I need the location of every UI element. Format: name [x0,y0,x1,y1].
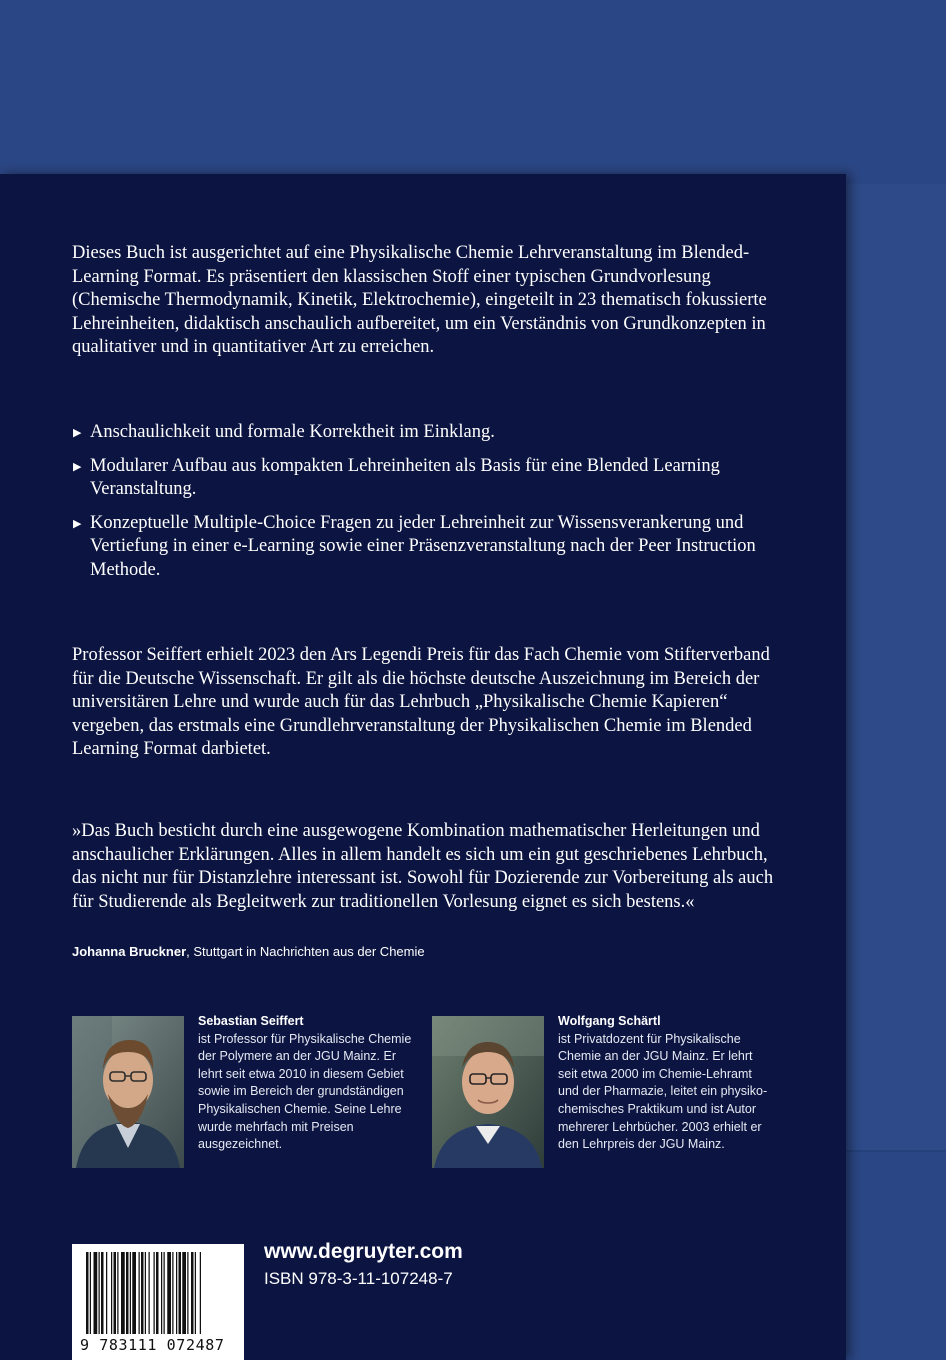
barcode-bar [145,1252,146,1334]
background-spine-panel [846,184,946,1152]
isbn-number: ISBN 978-3-11-107248-7 [264,1269,453,1288]
feature-list [72,421,772,592]
feature-item [72,455,772,502]
barcode-bar [182,1252,186,1334]
intro-paragraph: Dieses Buch ist ausgerichtet auf eine Physikalische Chemie Lehrveranstaltung im Blended-Learning Format. Es präsentiert den klassischen Stoff einer typischen Grundvorlesung (Chemische Thermodynamik, Kinetik, Elektrochemie), eingeteilt in 23 thematisch fokussierte Lehreinheiten, didaktisch anschaulich aufbereitet, um ein Verständnis von Grundkonzepten in qualitativer und in quantitativer Art zu erreichen. [72,243,767,357]
barcode-bar [195,1252,196,1334]
barcode-bar [99,1252,100,1334]
barcode-bars [72,1244,244,1340]
barcode-bar [111,1252,112,1334]
barcode-bar [117,1252,118,1334]
barcode-bar [86,1252,89,1334]
bullet-triangle-icon: ▶ [73,517,82,530]
author-bio-seiffert [198,1013,414,1154]
barcode-bar [154,1252,155,1334]
author-bio-schaertl [558,1013,774,1154]
award-paragraph: Professor Seiffert erhielt 2023 den Ars Legendi Preis für das Fach Chemie vom Stifterverband für die Deutsche Wissenschaft. Er gilt als die höchste deutsche Auszeichnung im Bereich der universitären Lehre und wurde auch für das Lehrbuch „Physikalische Chemie Kapieren“ vergeben, das erstmals eine Grundlehrveranstaltung der Physikalischen Chemie im Blended Learning Format darbietet. [72,645,770,759]
publisher-website-link[interactable]: www.degruyter.com [264,1240,463,1263]
barcode-bar [176,1252,177,1334]
barcode-bar [200,1252,201,1334]
author-bio-text: ist Professor für Physikalische Chemie der Polymere an der JGU Mainz. Er lehrt seit etwa 2010 in diesem Gebiet sowie im Bereich der grundständigen Physikalischen Chemie. Seine Lehre wurde mehrfach mit Preisen ausgezeichnet. [198,1031,412,1152]
barcode-bar [141,1252,144,1334]
book-back-cover [0,174,846,1360]
author-card-schaertl [432,1016,792,1176]
barcode-bar [94,1252,98,1334]
barcode-bar [149,1252,150,1334]
feature-item [72,512,772,583]
isbn-barcode [72,1244,244,1360]
feature-item [72,421,772,445]
barcode-bar [167,1252,171,1334]
author-name-schaertl: Wolfgang Schärtl [558,1014,661,1028]
barcode-bar [139,1252,140,1334]
author-photo-seiffert [72,1016,184,1168]
review-publication: , Stuttgart in Nachrichten aus der Chemie [186,944,425,959]
review-quote: »Das Buch besticht durch eine ausgewogene Kombination mathematischer Herleitungen und anschaulicher Erklärungen. Alles in allem handelt es sich um ein gut geschriebenes Lehrbuch, das nicht nur für Distanzlehre interessant ist. Sowohl für Dozierende zur Vorbereitung als auch für Studierende als Begleitwerk zur traditionellen Vorlesung eignet es sich bestens.« [72,821,774,912]
review-author: Johanna Bruckner [72,944,187,959]
barcode-bar [130,1252,131,1334]
author-bio-text: ist Privatdozent für Physikalische Chemie an der JGU Mainz. Er lehrt seit etwa 2000 im Chemie-Lehramt und der Pharmazie, leitet ein physiko-chemisches Praktikum und ist Autor mehrerer Lehrbücher. 2003 erhielt er den Lehrpreis der JGU Mainz. [558,1031,768,1152]
barcode-bar [90,1252,91,1334]
author-name-seiffert: Sebastian Seiffert [198,1014,304,1028]
review-source [72,943,792,961]
barcode-bar [156,1252,159,1334]
feature-text: Modularer Aufbau aus kompakten Lehreinheiten als Basis für eine Blended Learning Veranstaltung. [90,455,720,499]
barcode-digits: 9 783111 072487 [80,1336,225,1354]
barcode-bar [161,1252,162,1334]
feature-text: Konzeptuelle Multiple-Choice Fragen zu jeder Lehreinheit zur Wissensverankerung und Vertiefung in einer e-Learning sowie einer Präsenzveranstaltung nach der Peer Instruction Methode. [90,512,756,580]
barcode-bar [187,1252,188,1334]
barcode-bar [106,1252,107,1334]
bullet-triangle-icon: ▶ [73,460,82,473]
barcode-bar [172,1252,173,1334]
barcode-bar [126,1252,129,1334]
author-card-seiffert [72,1016,432,1176]
barcode-bar [132,1252,136,1334]
barcode-bar [114,1252,117,1334]
barcode-bar [121,1252,125,1334]
feature-text: Anschaulichkeit und formale Korrektheit im Einklang. [90,422,495,442]
barcode-bar [191,1252,194,1334]
barcode-bar [164,1252,165,1334]
bullet-triangle-icon: ▶ [73,427,82,439]
barcode-bar [179,1252,182,1334]
barcode-bar [101,1252,104,1334]
author-photo-schaertl [432,1016,544,1168]
